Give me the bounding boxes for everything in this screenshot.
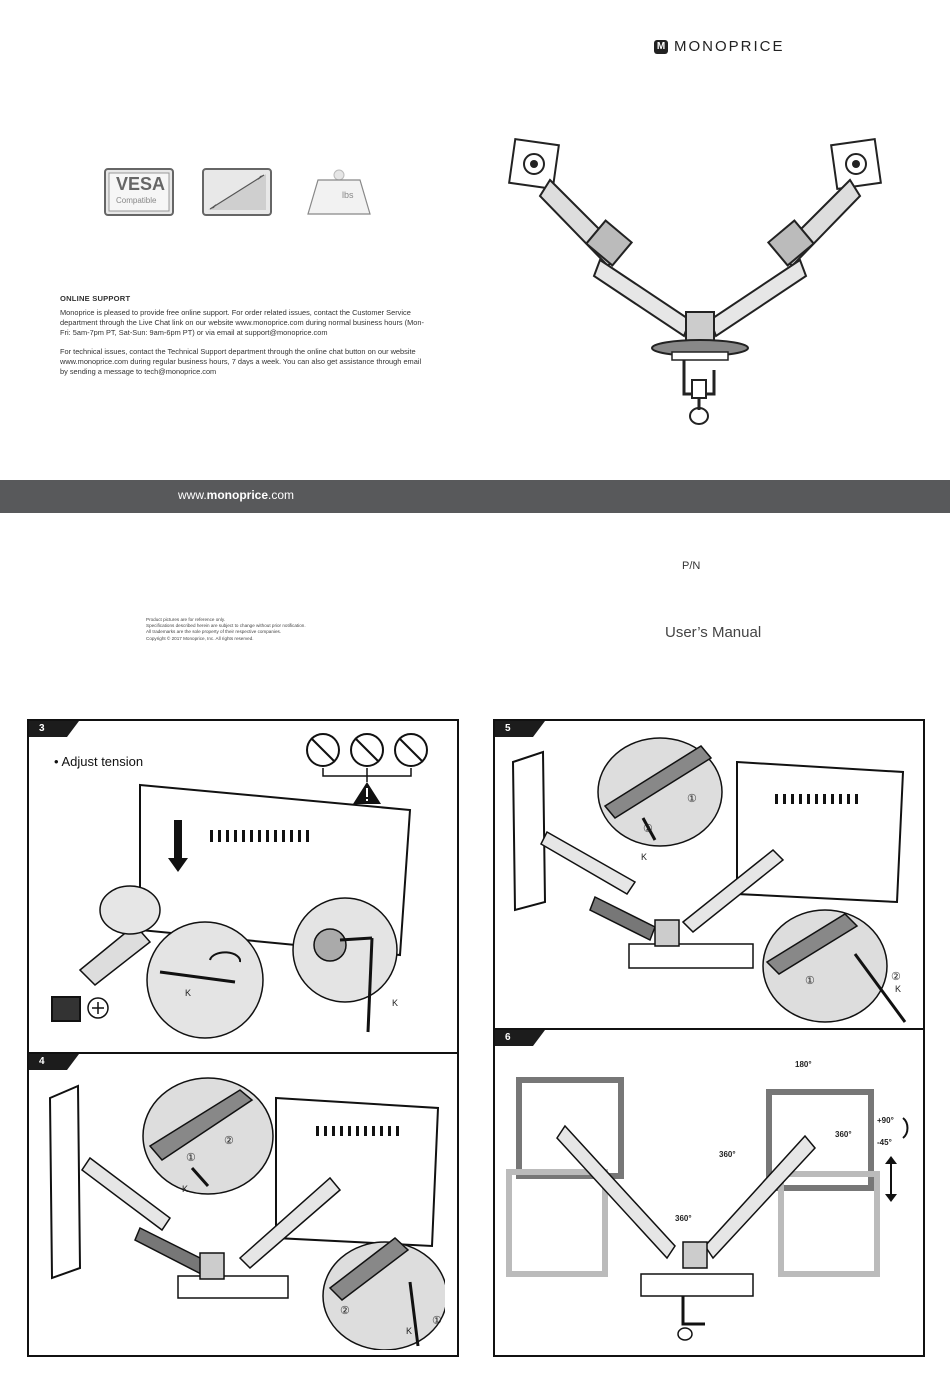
- allen-key-label: K: [641, 852, 648, 862]
- tilt-up-label: +90°: [877, 1116, 894, 1125]
- online-support-heading: ONLINE SUPPORT: [60, 294, 131, 303]
- support-paragraph-technical: For technical issues, contact the Technical Support department through the online chat button on our website www.monoprice.com during regular business hours, 7 days a week. You can also get assistance through email by sending a message to tech@monoprice.com: [60, 347, 422, 376]
- step-marker: ②: [340, 1305, 350, 1317]
- allen-key-label: K: [895, 984, 902, 994]
- manual-title: User’s Manual: [665, 624, 762, 641]
- vesa-badge-icon: [104, 168, 174, 216]
- legal-note: All trademarks are the sole property of their respective companies.: [146, 629, 282, 635]
- rotate-icon: 180°: [795, 1060, 812, 1069]
- allen-key-label: K: [182, 1184, 189, 1194]
- support-paragraph-orders: Monoprice is pleased to provide free online support. For order related issues, contact the Customer Service department through the Live Chat link on our website www.monoprice.com during normal business hours (Mon-Fri: 5am-7pm PT, Sat-Sun: 9am-6pm PT) or via email at support@monoprice.com: [60, 308, 424, 337]
- step-marker: ①: [432, 1315, 442, 1327]
- rotate-icon: 360°: [835, 1130, 852, 1139]
- part-number-label: P/N: [682, 560, 701, 572]
- product-illustration: [500, 130, 900, 430]
- weight-unit: lbs: [342, 190, 354, 200]
- website-link[interactable]: [178, 488, 294, 502]
- vesa-subtitle: Compatible: [116, 196, 157, 205]
- divider: [495, 1028, 923, 1030]
- step-6-tab: 6: [495, 1030, 533, 1046]
- allen-key-label: K: [185, 988, 192, 998]
- step-3-tab: 3: [29, 721, 67, 737]
- screen-size-icon: [202, 168, 272, 216]
- rotate-icon: 360°: [719, 1150, 736, 1159]
- allen-key-label: K: [406, 1326, 413, 1336]
- rotate-icon: 360°: [675, 1214, 692, 1223]
- url-prefix: www.: [178, 488, 207, 502]
- step-5-tab: 5: [495, 721, 533, 737]
- adjust-tension-caption: • Adjust tension: [54, 754, 144, 769]
- url-brand: monoprice: [206, 488, 269, 502]
- brand-name: MONOPRICE: [674, 38, 785, 55]
- footer-banner: [0, 480, 950, 513]
- step-6-illustration: [505, 1046, 915, 1348]
- step-3-illustration: [40, 780, 420, 1045]
- step-marker: ②: [891, 971, 901, 983]
- legal-note: Copyright © 2017 Monoprice, Inc. All rights reserved.: [146, 635, 254, 641]
- divider: [29, 1052, 457, 1054]
- monoprice-logo-icon: M: [654, 40, 668, 54]
- step-marker: ①: [805, 975, 815, 987]
- url-suffix: .com: [268, 488, 295, 502]
- tilt-down-label: -45°: [877, 1138, 892, 1147]
- weight-icon: [304, 168, 374, 216]
- step-5-illustration: [505, 732, 915, 1026]
- step-marker: ②: [643, 823, 653, 835]
- step-4-tab: 4: [29, 1054, 67, 1070]
- legal-notes: [146, 617, 306, 642]
- step-marker: ①: [687, 793, 697, 805]
- step-4-illustration: [40, 1068, 445, 1350]
- step-marker: ②: [224, 1135, 234, 1147]
- online-support-section: [60, 294, 430, 386]
- legal-note: Specifications described herein are subject to change without prior notification.: [146, 623, 306, 629]
- allen-key-label: K: [392, 998, 399, 1008]
- legal-note: Product pictures are for reference only.: [146, 617, 226, 622]
- vesa-title: VESA: [116, 174, 166, 194]
- step-marker: ①: [186, 1152, 196, 1164]
- brand-header: [654, 38, 785, 55]
